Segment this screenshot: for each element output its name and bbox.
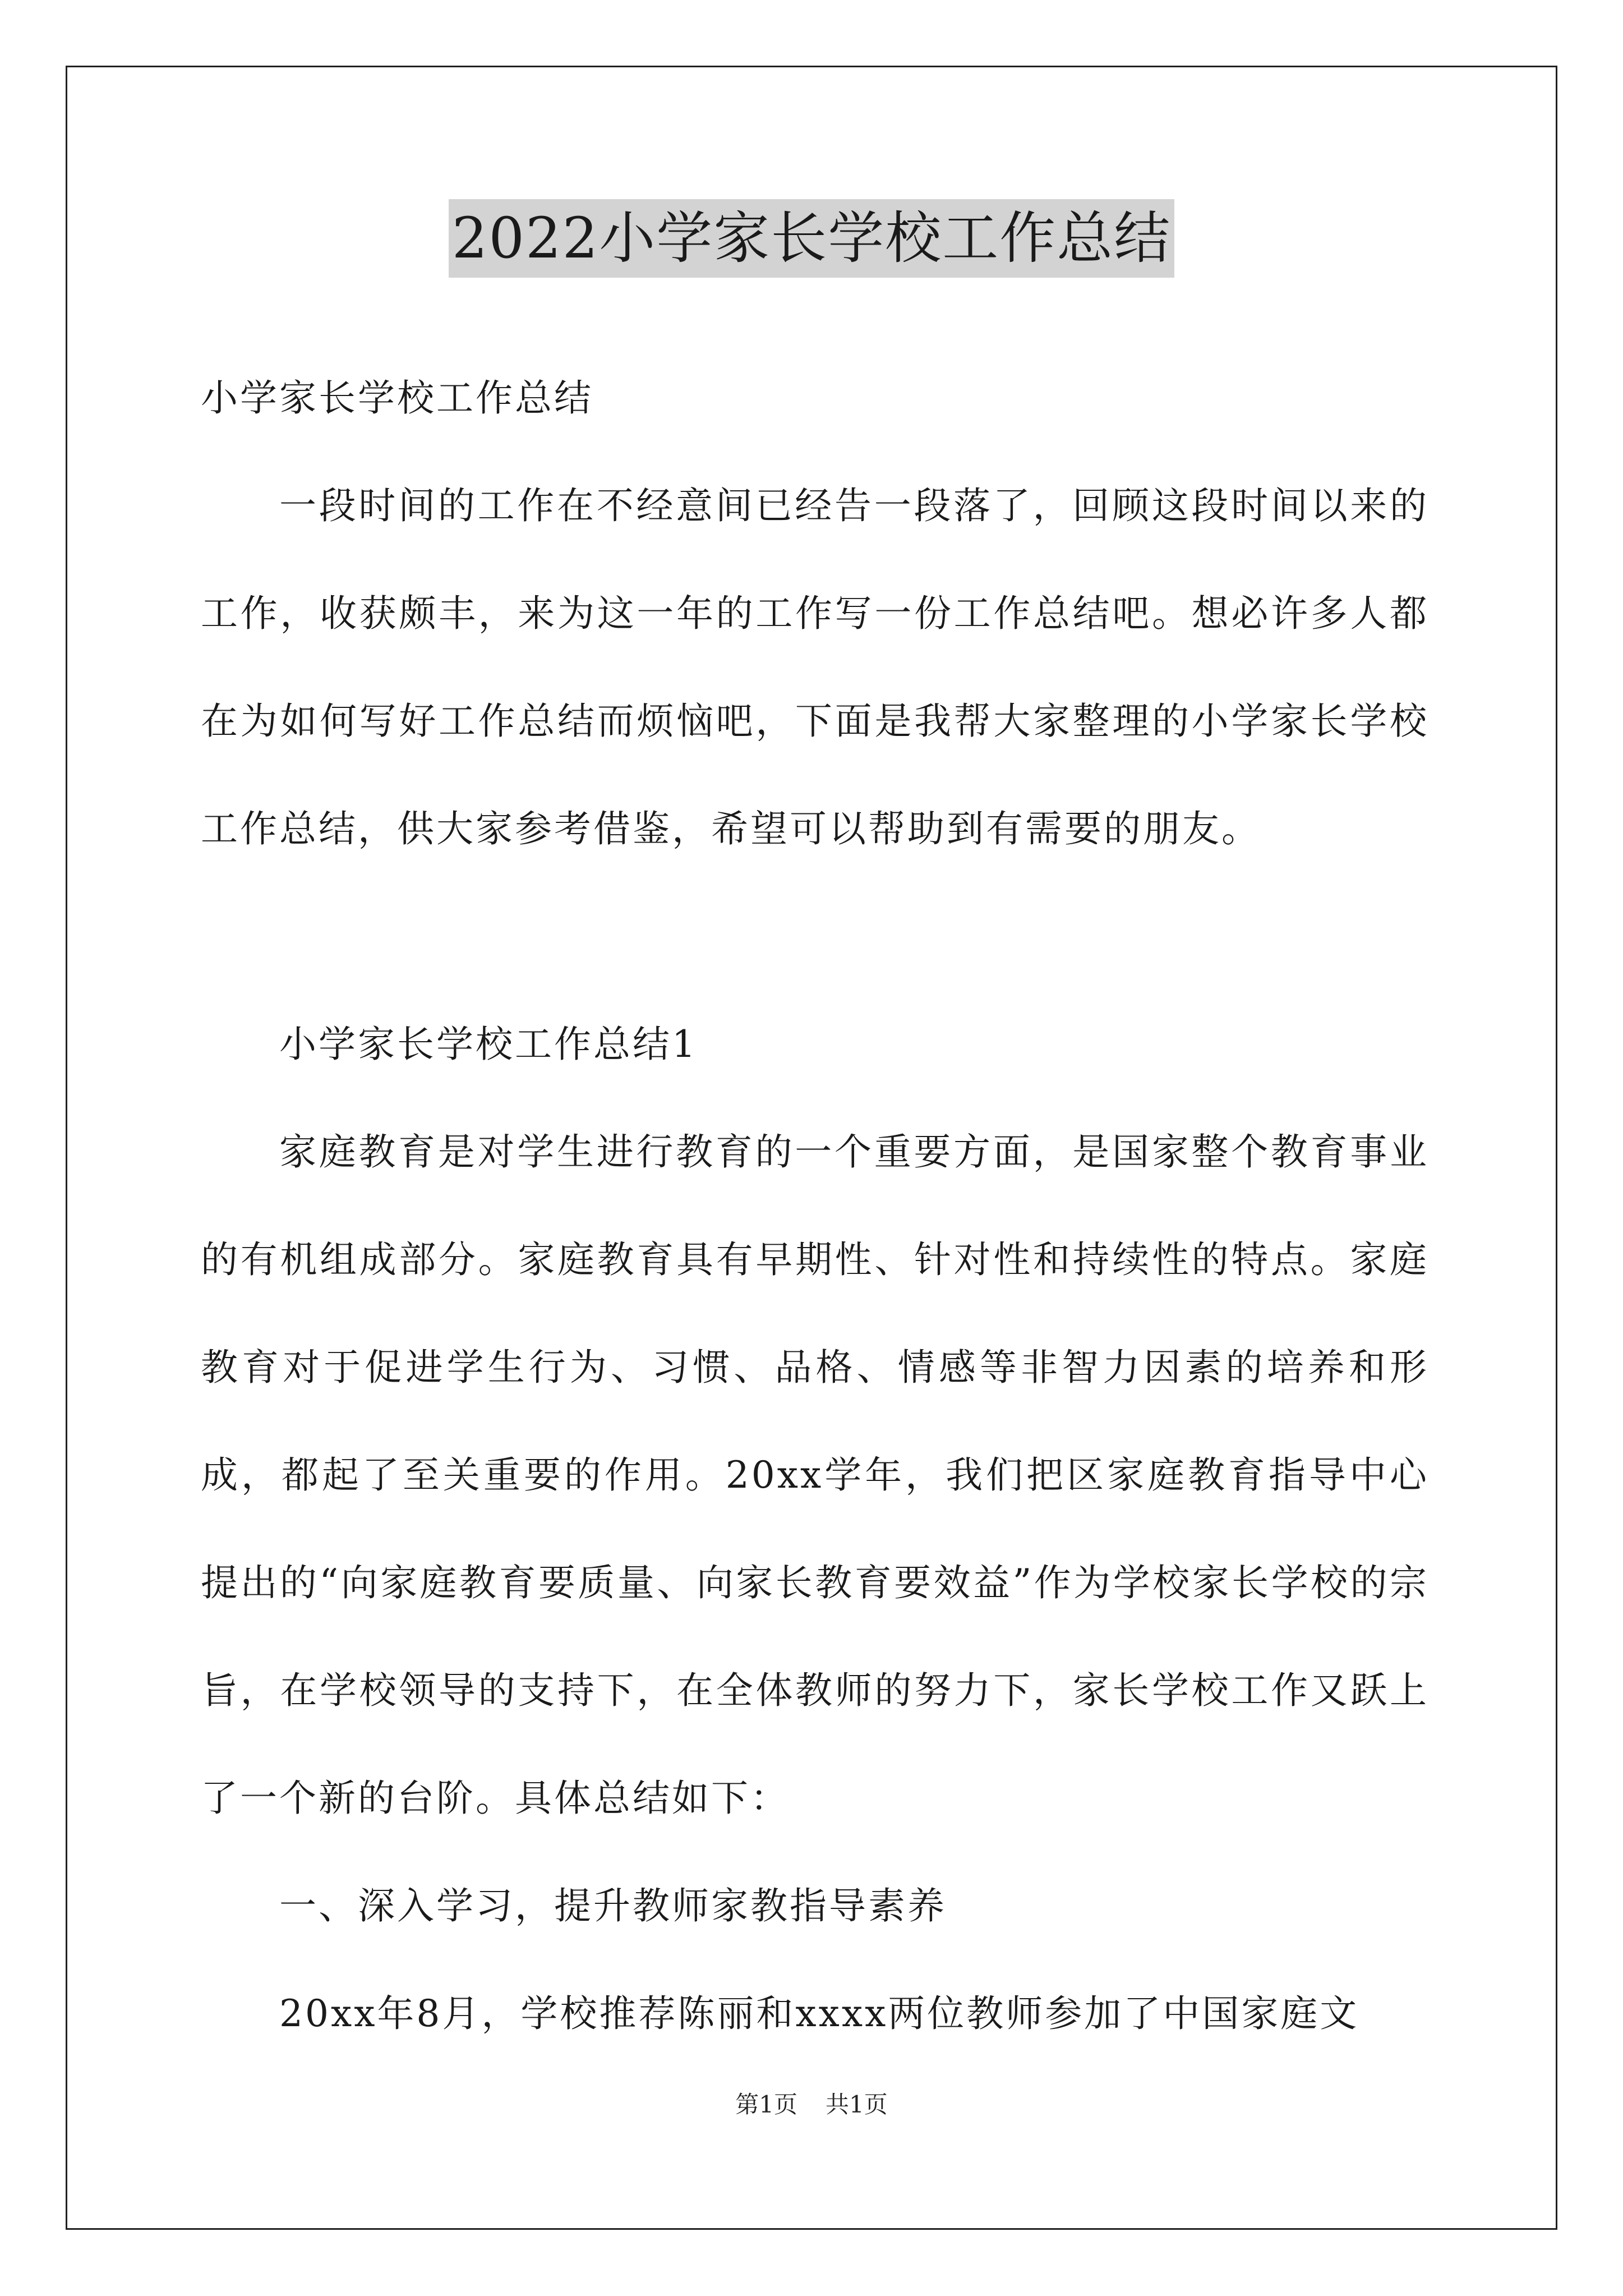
body-paragraph-continued: 20xx年8月，学校推荐陈丽和xxxx两位教师参加了中国家庭文 xyxy=(279,1992,1359,2035)
page-number: 第1页 xyxy=(735,2091,797,2118)
subsection-heading: 一、深入学习，提升教师家教指导素养 xyxy=(279,1884,947,1927)
document-title: 2022小学家长学校工作总结 xyxy=(449,199,1175,278)
title-container xyxy=(0,199,1623,278)
page-total: 共1页 xyxy=(826,2091,888,2118)
intro-paragraph: 一段时间的工作在不经意间已经告一段落了，回顾这段时间以来的工作，收获颇丰，来为这一年的工作写一份工作总结吧。想必许多人都在为如何写好工作总结而烦恼吧，下面是我帮大家整理的小学家长学校工作总结，供大家参考借鉴，希望可以帮助到有需要的朋友。 xyxy=(201,484,1429,850)
page-footer xyxy=(0,2088,1623,2122)
paragraph-spacer xyxy=(201,883,1429,991)
document-body xyxy=(201,344,1429,2068)
body-paragraph: 家庭教育是对学生进行教育的一个重要方面，是国家整个教育事业的有机组成部分。家庭教育具有早期性、针对性和持续性的特点。家庭教育对于促进学生行为、习惯、品格、情感等非智力因素的培养和形成，都起了至关重要的作用。20xx学年，我们把区家庭教育指导中心提出的“向家庭教育要质量、向家长教育要效益”作为学校家长学校的宗旨，在学校领导的支持下，在全体教师的努力下，家长学校工作又跃上了一个新的台阶。具体总结如下： xyxy=(201,1130,1429,1820)
subtitle-paragraph: 小学家长学校工作总结 xyxy=(201,376,593,420)
section-heading: 小学家长学校工作总结1 xyxy=(279,1023,698,1066)
